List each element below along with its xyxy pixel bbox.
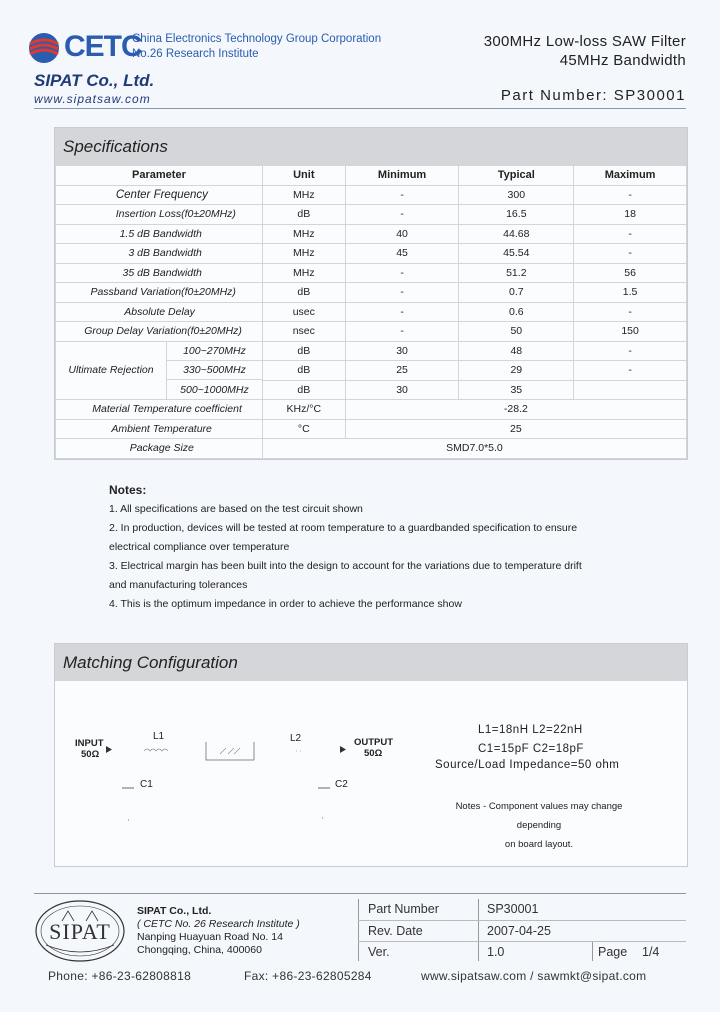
notes-section xyxy=(109,481,582,614)
unit-cell: usec xyxy=(262,302,345,322)
max-cell: - xyxy=(574,224,687,244)
max-cell: - xyxy=(574,341,687,361)
footer-part-label: Part Number xyxy=(368,902,439,916)
min-cell: - xyxy=(345,302,459,322)
matching-note xyxy=(437,797,641,854)
l1-label: L1 xyxy=(153,731,165,742)
col-header-maximum: Maximum xyxy=(574,166,687,186)
typ-cell: 16.5 xyxy=(459,205,574,225)
cetc-logo-icon xyxy=(26,30,62,66)
table-row xyxy=(56,322,687,342)
unit-cell: dB xyxy=(262,205,345,225)
rejection-range: 500~1000MHz xyxy=(180,383,249,396)
param-cell: Group Delay Variation(f0±20MHz) xyxy=(56,322,263,342)
footer-rev-label: Rev. Date xyxy=(368,924,423,938)
table-row xyxy=(56,244,687,264)
impedance-line: Source/Load Impedance=50 ohm xyxy=(435,759,620,771)
footer-ver-label: Ver. xyxy=(368,945,390,959)
inductor-l1-icon xyxy=(144,749,168,751)
footer-fax: Fax: +86-23-62805284 xyxy=(244,969,372,983)
unit-cell: dB xyxy=(262,380,345,400)
min-cell: - xyxy=(345,205,459,225)
footer-ver-value: 1.0 xyxy=(487,945,505,959)
table-row xyxy=(56,283,687,303)
min-cell: 30 xyxy=(345,380,459,400)
param-cell: Insertion Loss(f0±20MHz) xyxy=(56,205,263,225)
matching-note-line-2: on board layout. xyxy=(504,839,574,850)
param-cell: Absolute Delay xyxy=(56,302,263,322)
unit-cell: dB xyxy=(262,361,345,381)
typ-cell: 35 xyxy=(459,380,574,400)
typ-cell: 300 xyxy=(459,185,574,205)
value-cell: 25 xyxy=(345,419,686,439)
notes-title: Notes: xyxy=(109,483,147,497)
unit-cell: MHz xyxy=(262,224,345,244)
footer-vline-1 xyxy=(358,899,359,961)
value-cell: -28.2 xyxy=(345,400,686,420)
param-cell: Ambient Temperature xyxy=(56,419,263,439)
specifications-table xyxy=(55,165,687,459)
max-cell: 1.5 xyxy=(574,283,687,303)
max-cell xyxy=(574,380,687,400)
note-line: 2. In production, devices will be tested at room temperature to a guardbanded specification to ensure xyxy=(109,522,578,534)
doc-title-line-1: 300MHz Low-loss SAW Filter xyxy=(483,33,686,50)
ultimate-rejection-cell xyxy=(56,341,263,400)
c1-label: C1 xyxy=(140,779,153,790)
l2-label: L2 xyxy=(290,733,302,744)
table-row xyxy=(56,185,687,205)
table-row xyxy=(56,224,687,244)
corp-line-2: No.26 Research Institute xyxy=(132,48,259,60)
unit-cell: dB xyxy=(262,341,345,361)
typ-cell: 48 xyxy=(459,341,574,361)
value-cell: SMD7.0*5.0 xyxy=(262,439,686,459)
footer-divider xyxy=(34,893,686,894)
unit-cell: KHz/°C xyxy=(262,400,345,420)
footer-web[interactable]: www.sipatsaw.com / sawmkt@sipat.com xyxy=(421,969,647,983)
output-arrow-icon xyxy=(340,746,346,753)
min-cell: - xyxy=(345,263,459,283)
param-cell: 35 dB Bandwidth xyxy=(56,263,263,283)
table-row xyxy=(56,400,687,420)
note-line: 3. Electrical margin has been built into the design to account for the variations due to temperature drift xyxy=(109,560,582,572)
unit-cell: MHz xyxy=(262,263,345,283)
param-cell: Center Frequency xyxy=(56,185,263,205)
col-header-minimum: Minimum xyxy=(345,166,459,186)
input-text: INPUT xyxy=(75,738,104,749)
typ-cell: 50 xyxy=(459,322,574,342)
note-line: 1. All specifications are based on the test circuit shown xyxy=(109,503,363,515)
col-header-typical: Typical xyxy=(459,166,574,186)
param-cell: 1.5 dB Bandwidth xyxy=(56,224,263,244)
values-line-1: L1=18nH L2=22nH xyxy=(478,724,583,736)
typ-cell: 29 xyxy=(459,361,574,381)
footer-vline-2 xyxy=(478,899,479,961)
saw-filter-icon xyxy=(206,742,254,760)
footer-page-label: Page xyxy=(598,945,628,959)
cetc-logo-text: CETC xyxy=(64,30,142,63)
table-row xyxy=(56,439,687,459)
specifications-section xyxy=(54,127,688,460)
max-cell: 56 xyxy=(574,263,687,283)
unit-cell: °C xyxy=(262,419,345,439)
max-cell: - xyxy=(574,185,687,205)
output-impedance: 50Ω xyxy=(364,748,383,759)
output-label xyxy=(354,737,393,759)
footer-phone: Phone: +86-23-62808818 xyxy=(48,969,192,983)
max-cell: - xyxy=(574,302,687,322)
footer-institute: ( CETC No. 26 Research Institute ) xyxy=(137,918,300,930)
company-name: SIPAT Co., Ltd. xyxy=(34,71,155,90)
values-line-2: C1=15pF C2=18pF xyxy=(478,743,584,755)
unit-cell: MHz xyxy=(262,244,345,264)
footer-company: SIPAT Co., Ltd. xyxy=(137,905,212,917)
part-number: Part Number: SP30001 xyxy=(500,87,686,104)
footer-part-value: SP30001 xyxy=(487,902,539,916)
footer-hline-2 xyxy=(358,941,686,942)
footer-vline-3 xyxy=(592,941,593,961)
footer-rev-value: 2007-04-25 xyxy=(487,924,551,938)
typ-cell: 45.54 xyxy=(459,244,574,264)
component-values xyxy=(478,721,584,759)
min-cell: - xyxy=(345,185,459,205)
col-header-parameter: Parameter xyxy=(56,166,263,186)
corp-line-1: China Electronics Technology Group Corporation xyxy=(132,33,382,45)
table-row xyxy=(56,205,687,225)
unit-cell: nsec xyxy=(262,322,345,342)
unit-cell: dB xyxy=(262,283,345,303)
table-row xyxy=(56,419,687,439)
max-cell: - xyxy=(574,361,687,381)
sipat-seal-text: SIPAT xyxy=(49,919,111,944)
footer-address-1: Nanping Huayuan Road No. 14 xyxy=(137,931,283,943)
doc-title xyxy=(484,32,686,70)
param-cell: 3 dB Bandwidth xyxy=(56,244,263,264)
footer-address xyxy=(137,905,300,957)
footer-address-2: Chongqing, China, 400060 xyxy=(137,944,262,956)
corp-name xyxy=(132,32,381,62)
company-website[interactable]: www.sipatsaw.com xyxy=(34,92,151,106)
header-divider xyxy=(34,108,686,109)
footer-hline-1 xyxy=(358,920,686,921)
max-cell: 18 xyxy=(574,205,687,225)
typ-cell: 0.6 xyxy=(459,302,574,322)
output-text: OUTPUT xyxy=(354,737,394,748)
matching-title: Matching Configuration xyxy=(55,644,687,681)
min-cell: 40 xyxy=(345,224,459,244)
max-cell: 150 xyxy=(574,322,687,342)
matching-note-line-1: Notes - Component values may change depending xyxy=(455,801,623,831)
typ-cell: 44.68 xyxy=(459,224,574,244)
input-arrow-icon xyxy=(106,746,112,753)
min-cell: 45 xyxy=(345,244,459,264)
table-row xyxy=(56,302,687,322)
max-cell: - xyxy=(574,244,687,264)
doc-title-line-2: 45MHz Bandwidth xyxy=(559,52,686,69)
ultimate-rejection-label: Ultimate Rejection xyxy=(56,342,167,399)
note-line: and manufacturing tolerances xyxy=(109,579,248,591)
min-cell: 30 xyxy=(345,341,459,361)
specifications-title: Specifications xyxy=(55,128,687,165)
table-row xyxy=(56,341,687,361)
c2-label: C2 xyxy=(335,779,348,790)
typ-cell: 51.2 xyxy=(459,263,574,283)
saw-filter-pattern-icon xyxy=(220,748,240,754)
rejection-range: 330~500MHz xyxy=(167,361,262,380)
table-row xyxy=(56,263,687,283)
param-cell: Passband Variation(f0±20MHz) xyxy=(56,283,263,303)
min-cell: 25 xyxy=(345,361,459,381)
col-header-unit: Unit xyxy=(262,166,345,186)
input-label xyxy=(75,738,104,760)
typ-cell: 0.7 xyxy=(459,283,574,303)
input-impedance: 50Ω xyxy=(81,749,100,760)
table-header-row xyxy=(56,166,687,186)
min-cell: - xyxy=(345,322,459,342)
param-cell: Material Temperature coefficient xyxy=(56,400,263,420)
footer-page-value: 1/4 xyxy=(642,945,660,959)
param-cell: Package Size xyxy=(56,439,263,459)
note-line: electrical compliance over temperature xyxy=(109,541,290,553)
min-cell: - xyxy=(345,283,459,303)
rejection-range: 100~270MHz xyxy=(167,342,262,361)
note-line: 4. This is the optimum impedance in order to achieve the performance show xyxy=(109,598,462,610)
unit-cell: MHz xyxy=(262,185,345,205)
